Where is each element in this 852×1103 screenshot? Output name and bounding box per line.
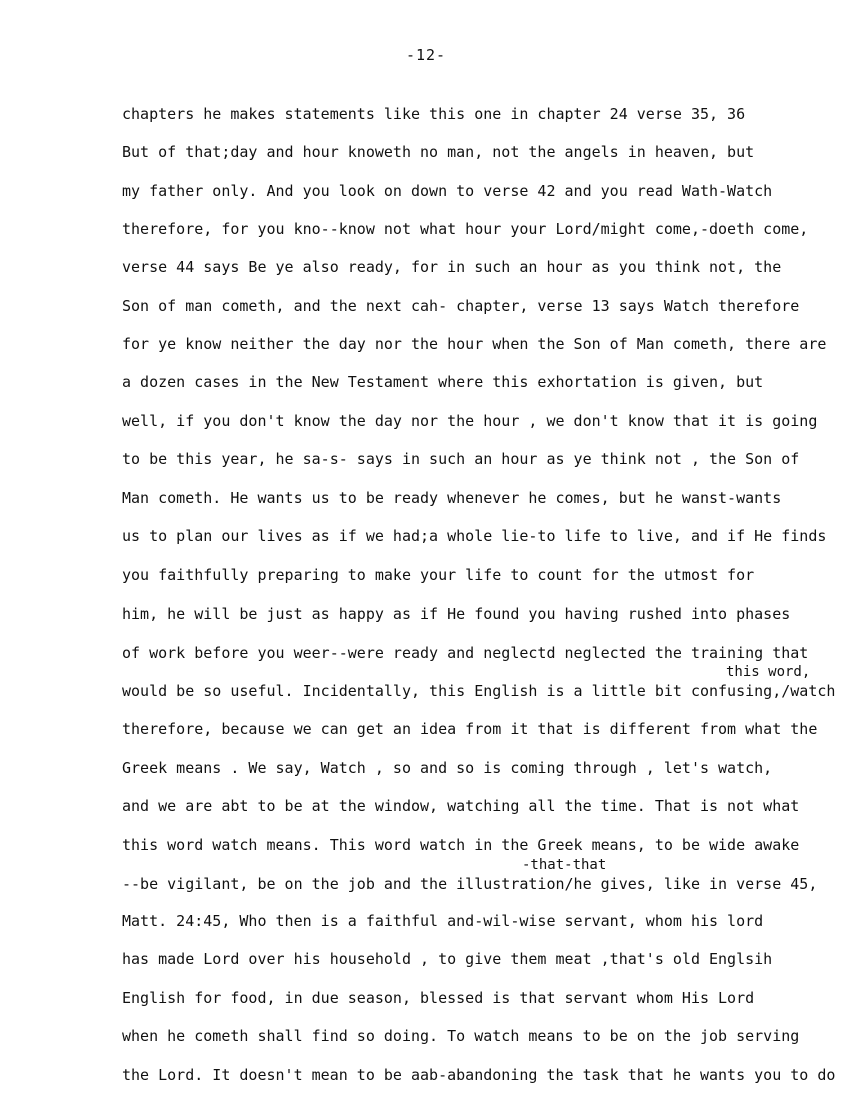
text-line-2: But of that;day and hour knoweth no man, not the angels in heaven, but [122,143,755,161]
text-line-13: you faithfully preparing to make your life to count for the utmost for [122,566,755,584]
text-line-12: us to plan our lives as if we had;a whole lie-to life to live, and if He finds [122,527,827,545]
text-line-22: Matt. 24:45, Who then is a faithful and-wil-wise servant, whom his lord [122,912,764,930]
text-line-1: chapters he makes statements like this one in chapter 24 verse 35, 36 [122,105,746,123]
interlinear-insertion-1: this word, [726,664,811,680]
text-line-16: would be so useful. Incidentally, this English is a little bit confusing,/watch [122,682,836,700]
text-line-15: of work before you weer--were ready and neglectd neglected the training that [122,644,809,662]
text-line-4: therefore, for you kno--know not what hour your Lord/might come,-doeth come, [122,220,809,238]
text-line-23: has made Lord over his household , to give them meat ,that's old Englsih [122,950,773,968]
text-line-17: therefore, because we can get an idea from it that is different from what the [122,720,818,738]
text-line-24: English for food, in due season, blessed is that servant whom His Lord [122,989,755,1007]
text-line-7: for ye know neither the day nor the hour when the Son of Man cometh, there are [122,335,827,353]
page-number: -12- [405,46,447,64]
text-line-19: and we are abt to be at the window, watching all the time. That is not what [122,797,800,815]
interlinear-insertion-2: -that-that [522,857,607,873]
text-line-8: a dozen cases in the New Testament where this exhortation is given, but [122,373,764,391]
text-line-9: well, if you don't know the day nor the hour , we don't know that it is going [122,412,818,430]
text-line-20: this word watch means. This word watch in the Greek means, to be wide awake [122,836,800,854]
text-line-25: when he cometh shall find so doing. To watch means to be on the job serving [122,1027,800,1045]
text-line-3: my father only. And you look on down to verse 42 and you read Wath-Watch [122,182,773,200]
text-line-10: to be this year, he sa-s- says in such an hour as ye think not , the Son of [122,450,800,468]
text-line-26: the Lord. It doesn't mean to be aab-abandoning the task that he wants you to do [122,1066,836,1084]
text-line-18: Greek means . We say, Watch , so and so is coming through , let's watch, [122,759,773,777]
text-line-5: verse 44 says Be ye also ready, for in such an hour as you think not, the [122,258,782,276]
text-line-14: him, he will be just as happy as if He found you having rushed into phases [122,605,791,623]
text-line-6: Son of man cometh, and the next cah- chapter, verse 13 says Watch therefore [122,297,800,315]
text-line-21: --be vigilant, be on the job and the illustration/he gives, like in verse 45, [122,875,818,893]
text-line-11: Man cometh. He wants us to be ready whenever he comes, but he wanst-wants [122,489,782,507]
